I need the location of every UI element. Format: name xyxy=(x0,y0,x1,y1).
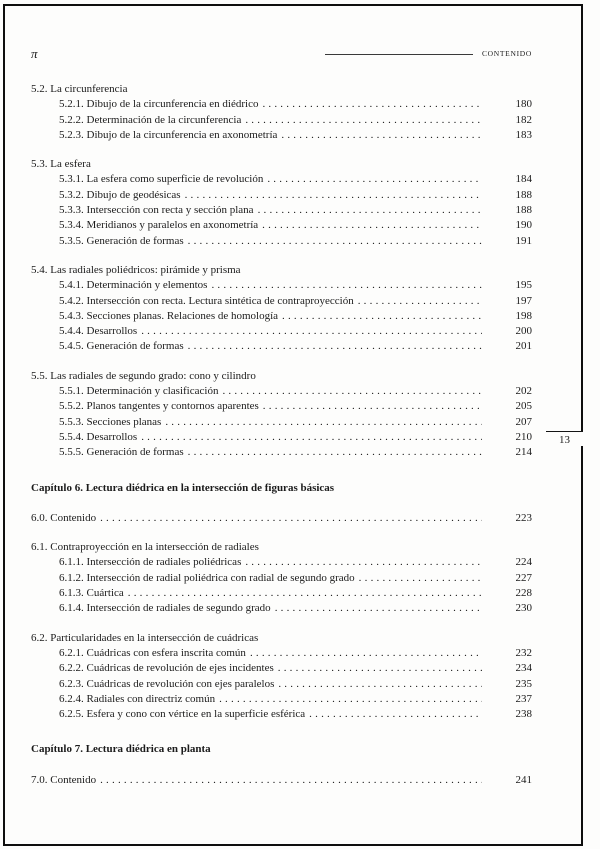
dot-leader xyxy=(359,571,482,586)
page-number: 188 xyxy=(515,188,532,201)
page-number: 214 xyxy=(515,446,532,459)
toc-entry xyxy=(31,399,532,414)
page-number: 223 xyxy=(515,511,532,524)
page-number: 180 xyxy=(515,98,532,111)
dot-leader xyxy=(245,113,482,128)
page-number: 210 xyxy=(515,430,532,443)
entry-label: 6.1.3. Cuártica xyxy=(59,587,124,600)
entry-label: 6.0. Contenido xyxy=(31,511,97,524)
dot-leader xyxy=(141,324,482,339)
toc-entry xyxy=(31,692,532,707)
entry-label: 6.1. Contraproyección en la intersección de radiales xyxy=(31,541,259,554)
toc-entry xyxy=(31,445,532,460)
toc-entry xyxy=(31,677,532,692)
dot-leader xyxy=(278,677,482,692)
entry-label: 5.5.2. Planos tangentes y contornos aparentes xyxy=(59,400,259,413)
toc-entry xyxy=(31,218,532,233)
page-number: 201 xyxy=(515,340,532,353)
chapter-heading xyxy=(31,742,532,757)
dot-leader xyxy=(128,586,482,601)
toc-entry xyxy=(31,601,532,616)
entry-label: 5.3.5. Generación de formas xyxy=(59,234,184,247)
entry-label: 6.1.4. Intersección de radiales de segundo grado xyxy=(59,602,271,615)
dot-leader xyxy=(188,234,482,249)
entry-label: 5.4.3. Secciones planas. Relaciones de homología xyxy=(59,309,279,322)
dot-leader xyxy=(245,555,482,570)
toc-entry xyxy=(31,128,532,143)
page-content xyxy=(31,46,532,788)
dot-leader xyxy=(211,278,482,293)
dot-leader xyxy=(250,646,482,661)
section-heading xyxy=(31,631,532,646)
dot-leader xyxy=(188,445,482,460)
dot-leader xyxy=(282,309,482,324)
page-number: 224 xyxy=(515,556,532,569)
page-number: 235 xyxy=(515,677,532,690)
page-number: 202 xyxy=(515,385,532,398)
entry-label: 6.2.5. Esfera y cono con vértice en la superficie esférica xyxy=(59,708,306,721)
toc-entry xyxy=(31,324,532,339)
toc-entry xyxy=(31,203,532,218)
entry-label: 5.2.3. Dibujo de la circunferencia en axonometría xyxy=(59,128,278,141)
page-number: 238 xyxy=(515,708,532,721)
toc xyxy=(31,82,532,788)
chapter-heading xyxy=(31,481,532,496)
toc-entry xyxy=(31,586,532,601)
toc-entry xyxy=(31,415,532,430)
dot-leader xyxy=(262,218,482,233)
toc-entry xyxy=(31,113,532,128)
entry-label: Capítulo 7. Lectura diédrica en planta xyxy=(31,743,211,756)
toc-entry xyxy=(31,188,532,203)
toc-entry xyxy=(31,646,532,661)
dot-leader xyxy=(263,399,482,414)
page-number: 227 xyxy=(515,571,532,584)
entry-label: 5.5.3. Secciones planas xyxy=(59,415,162,428)
page-number: 205 xyxy=(515,400,532,413)
dot-leader xyxy=(262,97,482,112)
toc-entry xyxy=(31,172,532,187)
toc-entry xyxy=(31,707,532,722)
toc-entry xyxy=(31,294,532,309)
entry-label: 5.3.4. Meridianos y paralelos en axonometría xyxy=(59,219,259,232)
page-number: 232 xyxy=(515,646,532,659)
entry-label: 5.2. La circunferencia xyxy=(31,83,128,95)
header-label: CONTENIDO xyxy=(481,49,532,58)
entry-label: 7.0. Contenido xyxy=(31,773,97,786)
entry-label: 6.1.2. Intersección de radial poliédrica con radial de segundo grado xyxy=(59,571,355,584)
entry-label: 6.2.3. Cuádricas de revolución con ejes paralelos xyxy=(59,677,275,690)
page-number: 188 xyxy=(515,204,532,217)
entry-label: 5.2.1. Dibujo de la circunferencia en diédrico xyxy=(59,98,259,111)
toc-entry xyxy=(31,278,532,293)
dot-leader xyxy=(100,773,482,788)
page-number: 197 xyxy=(515,294,532,307)
toc-entry xyxy=(31,511,532,526)
toc-entry xyxy=(31,430,532,445)
toc-entry xyxy=(31,773,532,788)
entry-label: 5.4.1. Determinación y elementos xyxy=(59,279,208,292)
page-number: 228 xyxy=(515,587,532,600)
toc-entry xyxy=(31,571,532,586)
dot-leader xyxy=(309,707,482,722)
page-header xyxy=(31,46,532,62)
dot-leader xyxy=(267,172,482,187)
dot-leader xyxy=(188,339,482,354)
section-heading xyxy=(31,82,532,97)
page-number: 183 xyxy=(515,128,532,141)
toc-entry xyxy=(31,309,532,324)
dot-leader xyxy=(281,128,482,143)
toc-entry xyxy=(31,234,532,249)
dot-leader xyxy=(222,384,482,399)
entry-label: 6.1.1. Intersección de radiales poliédricas xyxy=(59,556,242,569)
entry-label: 6.2.2. Cuádricas de revolución de ejes incidentes xyxy=(59,662,274,675)
page-number: 200 xyxy=(515,325,532,338)
entry-label: 6.2. Particularidades en la intersección de cuádricas xyxy=(31,631,259,644)
entry-label: 5.2.2. Determinación de la circunferencia xyxy=(59,113,242,126)
entry-label: 6.2.4. Radiales con directriz común xyxy=(59,692,216,705)
page-number: 207 xyxy=(515,415,532,428)
entry-label: 5.5.5. Generación de formas xyxy=(59,446,184,459)
page-number: 198 xyxy=(515,309,532,322)
section-heading xyxy=(31,157,532,172)
page-number: 184 xyxy=(515,173,532,186)
pi-symbol: π xyxy=(31,46,38,61)
entry-label: 5.3.1. La esfera como superficie de revolución xyxy=(59,173,264,186)
page-number: 234 xyxy=(515,662,532,675)
section-heading xyxy=(31,369,532,384)
page-number: 190 xyxy=(515,219,532,232)
entry-label: Capítulo 6. Lectura diédrica en la intersección de figuras básicas xyxy=(31,481,335,494)
entry-label: 5.3. La esfera xyxy=(31,158,91,171)
entry-label: 5.4.5. Generación de formas xyxy=(59,340,184,353)
page-number: 230 xyxy=(515,602,532,615)
entry-label: 5.4.2. Intersección con recta. Lectura sintética de contraproyección xyxy=(59,294,354,307)
entry-label: 5.3.2. Dibujo de geodésicas xyxy=(59,188,181,201)
dot-leader xyxy=(219,692,482,707)
entry-label: 5.4.4. Desarrollos xyxy=(59,325,138,338)
entry-label: 5.4. Las radiales poliédricos: pirámide y prisma xyxy=(31,263,241,276)
dot-leader xyxy=(100,511,482,526)
page-number: 191 xyxy=(515,234,532,247)
toc-entry xyxy=(31,661,532,676)
entry-label: 5.5. Las radiales de segundo grado: cono y cilindro xyxy=(31,369,256,382)
section-heading xyxy=(31,540,532,555)
page-number: 237 xyxy=(515,692,532,705)
header-rule xyxy=(325,54,473,55)
dot-leader xyxy=(141,430,482,445)
dot-leader xyxy=(358,294,482,309)
dot-leader xyxy=(185,188,482,203)
page-number: 241 xyxy=(515,773,532,786)
page-number: 182 xyxy=(515,113,532,126)
entry-label: 6.2.1. Cuádricas con esfera inscrita común xyxy=(59,646,246,659)
entry-label: 5.5.4. Desarrollos xyxy=(59,430,138,443)
toc-entry xyxy=(31,97,532,112)
toc-entry xyxy=(31,339,532,354)
dot-leader xyxy=(275,601,482,616)
toc-entry xyxy=(31,555,532,570)
margin-page-number xyxy=(546,431,583,446)
toc-entry xyxy=(31,384,532,399)
dot-leader xyxy=(165,415,482,430)
section-heading xyxy=(31,263,532,278)
dot-leader xyxy=(258,203,482,218)
page-number: 195 xyxy=(515,279,532,292)
entry-label: 5.3.3. Intersección con recta y sección plana xyxy=(59,204,254,217)
entry-label: 5.5.1. Determinación y clasificación xyxy=(59,385,219,398)
dot-leader xyxy=(278,661,482,676)
page-number-label: 13 xyxy=(559,434,570,446)
